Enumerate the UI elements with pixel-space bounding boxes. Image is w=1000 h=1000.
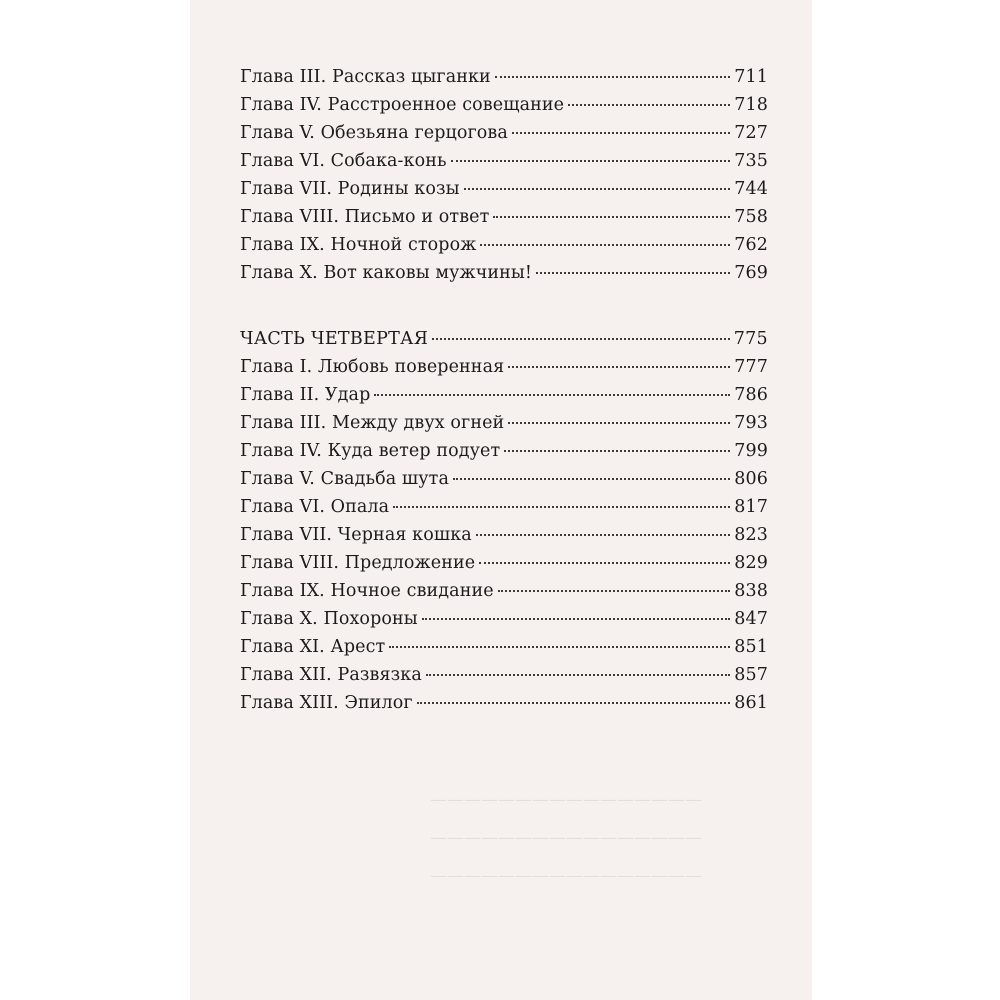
toc-entry-title: Глава XII. Развязка [240, 665, 422, 685]
toc-part-heading[interactable] [240, 329, 768, 357]
toc-entry-page: 793 [734, 413, 768, 433]
toc-entry-page: 762 [734, 235, 768, 255]
toc-entry-page: 711 [734, 67, 768, 87]
toc-entry[interactable] [240, 553, 768, 581]
toc-entry-page: 769 [734, 263, 768, 283]
dot-leader [453, 478, 730, 480]
toc-entry-page: 735 [734, 151, 768, 171]
dot-leader [422, 618, 730, 620]
part-title: ЧАСТЬ ЧЕТВЕРТАЯ [240, 329, 429, 349]
toc-entry-title: Глава VIII. Предложение [240, 553, 476, 573]
toc-entry-title: Глава VIII. Письмо и ответ [240, 207, 490, 227]
toc-entry[interactable] [240, 179, 768, 207]
toc-entry[interactable] [240, 581, 768, 609]
toc-entry-page: 777 [734, 357, 768, 377]
toc-entry[interactable] [240, 95, 768, 123]
toc-entry-title: Глава V. Обезьяна герцогова [240, 123, 508, 143]
toc-entry-title: Глава III. Рассказ цыганки [240, 67, 491, 87]
toc-entry-page: 829 [734, 553, 768, 573]
dot-leader [568, 104, 730, 106]
dot-leader [495, 76, 731, 78]
dot-leader [536, 272, 730, 274]
toc-entry-page: 718 [734, 95, 768, 115]
toc-entry-page: 744 [734, 179, 768, 199]
dot-leader [393, 506, 730, 508]
dot-leader [493, 216, 730, 218]
toc-entry-page: 727 [734, 123, 768, 143]
dot-leader [464, 188, 731, 190]
toc-entry-page: 861 [734, 693, 768, 713]
toc-entry-title: Глава XIII. Эпилог [240, 693, 413, 713]
dot-leader [479, 562, 730, 564]
toc-entry-title: Глава IX. Ночное свидание [240, 581, 494, 601]
toc-entry[interactable] [240, 151, 768, 179]
toc-entry-page: 806 [734, 469, 768, 489]
dot-leader [374, 394, 730, 396]
dot-leader [480, 244, 730, 246]
toc-entry-title: Глава VII. Родины козы [240, 179, 460, 199]
dot-leader [498, 590, 731, 592]
part-page: 775 [733, 329, 768, 349]
toc-entry[interactable] [240, 263, 768, 291]
dot-leader [426, 674, 730, 676]
toc-entry-title: Глава VI. Опала [240, 497, 390, 517]
toc-entry[interactable] [240, 67, 768, 95]
toc-entry-page: 758 [734, 207, 768, 227]
toc-entry-title: Глава IV. Расстроенное совещание [240, 95, 565, 115]
toc-entry-page: 851 [734, 637, 768, 657]
toc-entry-title: Глава IX. Ночной сторож [240, 235, 477, 255]
toc-entry-title: Глава X. Вот каковы мужчины! [240, 263, 533, 283]
toc-entry-page: 817 [734, 497, 768, 517]
toc-entry[interactable] [240, 525, 768, 553]
toc-entry-page: 857 [734, 665, 768, 685]
dot-leader [512, 132, 730, 134]
toc-entry-title: Глава I. Любовь поверенная [240, 357, 505, 377]
toc-entry[interactable] [240, 441, 768, 469]
toc-entry[interactable] [240, 665, 768, 693]
dot-leader [389, 646, 730, 648]
toc-entry-page: 799 [734, 441, 768, 461]
dot-leader [476, 534, 731, 536]
toc-entry-page: 847 [734, 609, 768, 629]
toc-entry-title: Глава IV. Куда ветер подует [240, 441, 501, 461]
bleed-through-text: ———————————————— [430, 866, 702, 886]
toc-entry[interactable] [240, 609, 768, 637]
toc-entry-title: Глава V. Свадьба шута [240, 469, 449, 489]
bleed-through-text: ———————————————— [430, 790, 702, 810]
toc-entry-page: 786 [734, 385, 768, 405]
toc-entry[interactable] [240, 497, 768, 525]
bleed-through-text: ———————————————— [430, 828, 702, 848]
dot-leader [504, 450, 730, 452]
table-of-contents [240, 67, 768, 721]
toc-entry[interactable] [240, 235, 768, 263]
toc-entry-title: Глава VI. Собака-конь [240, 151, 447, 171]
toc-entry-title: Глава XI. Арест [240, 637, 386, 657]
toc-entry[interactable] [240, 413, 768, 441]
toc-entry-title: Глава III. Между двух огней [240, 413, 505, 433]
dot-leader [508, 366, 730, 368]
dot-leader [432, 338, 730, 340]
toc-entry[interactable] [240, 637, 768, 665]
toc-entry[interactable] [240, 385, 768, 413]
dot-leader [417, 702, 731, 704]
toc-entry-title: Глава II. Удар [240, 385, 371, 405]
dot-leader [508, 422, 730, 424]
toc-entry-title: Глава X. Похороны [240, 609, 418, 629]
toc-entry[interactable] [240, 357, 768, 385]
toc-entry[interactable] [240, 123, 768, 151]
toc-entry-page: 838 [734, 581, 768, 601]
toc-entry-page: 823 [734, 525, 768, 545]
toc-entry[interactable] [240, 469, 768, 497]
dot-leader [451, 160, 731, 162]
toc-entry[interactable] [240, 207, 768, 235]
toc-entry-title: Глава VII. Черная кошка [240, 525, 472, 545]
toc-entry[interactable] [240, 693, 768, 721]
